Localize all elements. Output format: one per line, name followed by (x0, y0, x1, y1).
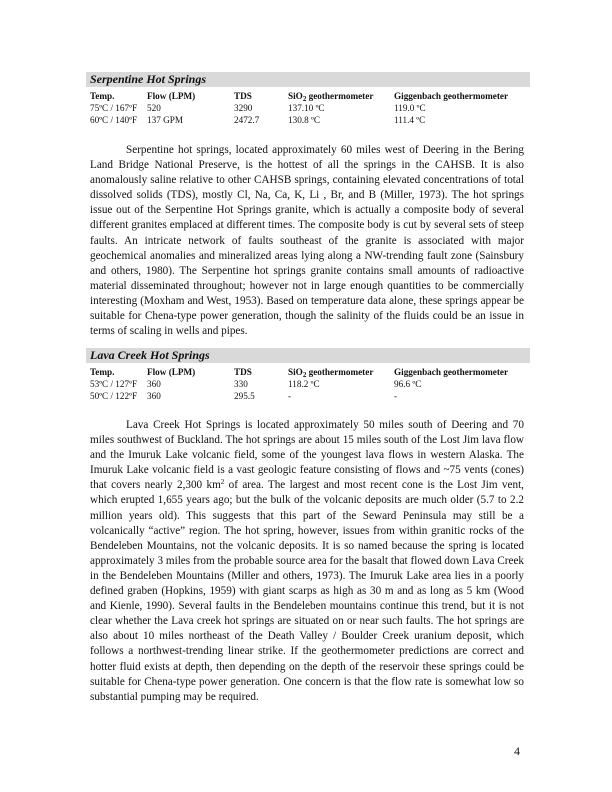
table-cell: 111.4 ºC (394, 115, 426, 125)
table-row (90, 114, 530, 126)
table-cell: 330 (234, 379, 248, 389)
table-cell: 53ºC / 127ºF (90, 379, 138, 389)
table-header-row (90, 366, 530, 378)
section-title: Serpentine Hot Springs (86, 72, 530, 87)
page-number: 4 (514, 744, 520, 758)
column-header: Temp. (90, 367, 115, 377)
table-row (90, 378, 530, 390)
table-cell: 50ºC / 122ºF (90, 391, 138, 401)
data-table (90, 366, 530, 402)
column-header: Flow (LPM) (147, 91, 196, 101)
table-cell: 137.10 ºC (288, 103, 325, 113)
column-header: SiO$_2$ geothermometer (288, 367, 374, 379)
column-header: Temp. (90, 91, 115, 101)
body-paragraph: Lava Creek Hot Springs is located approximately 50 miles south of Deering and 70 miles southwest of Buckland. The hot springs are about 15 miles south of the Lost Jim lava flow and the Imuruk Lake volcanic field, some of the youngest lava flows in western Alaska. The Imuruk Lake volcanic field is a vast geologic feature consisting of flows and ~75 vents (cones) that covers nearly 2,300 $km^2$ of area. The largest and most recent cone is the Lost Jim vent, which erupted 1,655 years ago; but the bulk of the volcanic deposits are much older (5.7 to 2.2 million years old). This suggests that this part of the Seward Peninsula may still be a volcanically “active” region. The hot spring, however, issues from within granitic rocks of the Bendeleben Mountains, not the volcanic deposits. It is so named because the spring is located approximately 3 miles from the probable source area for the basalt that flowed down Lava Creek in the Bendeleben Mountains (Miller and others, 1973). The Imuruk Lake area lies in a poorly defined graben (Hopkins, 1959) with giant scarps as high as 30 m and as long as 5 km (Wood and Kienle, 1990). Several faults in the Bendeleben mountains continue this trend, but it is not clear whether the Lava creek hot springs are situated on or near such faults. The hot springs are also about 10 miles northeast of the Death Valley / Boulder Creek uranium deposit, which follows a northwest-trending linear strike. If the geothermometer predictions are correct and hotter fluid exists at depth, then depending on the depth of the reservoir these springs could be suitable for Chena-type power generation. One concern is that the flow rate is somewhat low so substantial pumping may be required. (90, 419, 524, 703)
column-header: Giggenbach geothermometer (394, 91, 509, 101)
body-paragraph: Serpentine hot springs, located approximately 60 miles west of Deering in the Bering Land Bridge National Preserve, is the hottest of all the springs in the CAHSB. It is also anomalously saline relative to other CAHSB springs, containing elevated concentrations of total dissolved solids (TDS), mostly Cl, Na, Ca, K, Li , Br, and B (Miller, 1973). The hot springs issue out of the Serpentine Hot Springs granite, which is actually a composite body of several different granites emplaced at different times. The composite body is cut by several sets of steep faults. An intricate network of faults southeast of the granite is associated with major geochemical anomalies and mineralized areas lying along a NW-trending fault zone (Sainsbury and others, 1980). The Serpentine hot springs granite contains small amounts of radioactive material disseminated throughout; however not in large enough quantities to be commercially interesting (Moxham and West, 1953). Based on temperature data alone, these springs appear be suitable for Chena-type power generation, though the salinity of the fluids could be an issue in terms of scaling in wells and pipes. (90, 144, 524, 338)
table-cell: 75ºC / 167ºF (90, 103, 138, 113)
data-table (90, 90, 530, 126)
table-header-row (90, 90, 530, 102)
table-row (90, 102, 530, 114)
column-header: TDS (234, 91, 252, 101)
table-cell: 295.5 (234, 391, 255, 401)
section-title: Lava Creek Hot Springs (86, 348, 530, 363)
table-cell: 119.0 ºC (394, 103, 426, 113)
column-header: SiO$_2$ geothermometer (288, 91, 374, 103)
table-cell: - (288, 391, 292, 401)
table-cell: 2472.7 (234, 115, 260, 125)
section-serpentine (86, 72, 530, 126)
table-cell: 137 GPM (147, 115, 183, 125)
table-cell: 96.6 ºC (394, 379, 422, 389)
section-lava-creek (86, 348, 530, 402)
table-cell: 520 (147, 103, 161, 113)
table-cell: 3290 (234, 103, 253, 113)
column-header: Flow (LPM) (147, 367, 196, 377)
column-header: TDS (234, 367, 252, 377)
table-row (90, 390, 530, 402)
table-cell: 60ºC / 140ºF (90, 115, 138, 125)
table-cell: 360 (147, 379, 161, 389)
table-cell: 360 (147, 391, 161, 401)
table-cell: - (394, 391, 398, 401)
column-header: Giggenbach geothermometer (394, 367, 509, 377)
table-cell: 130.8 ºC (288, 115, 320, 125)
table-cell: 118.2 ºC (288, 379, 320, 389)
